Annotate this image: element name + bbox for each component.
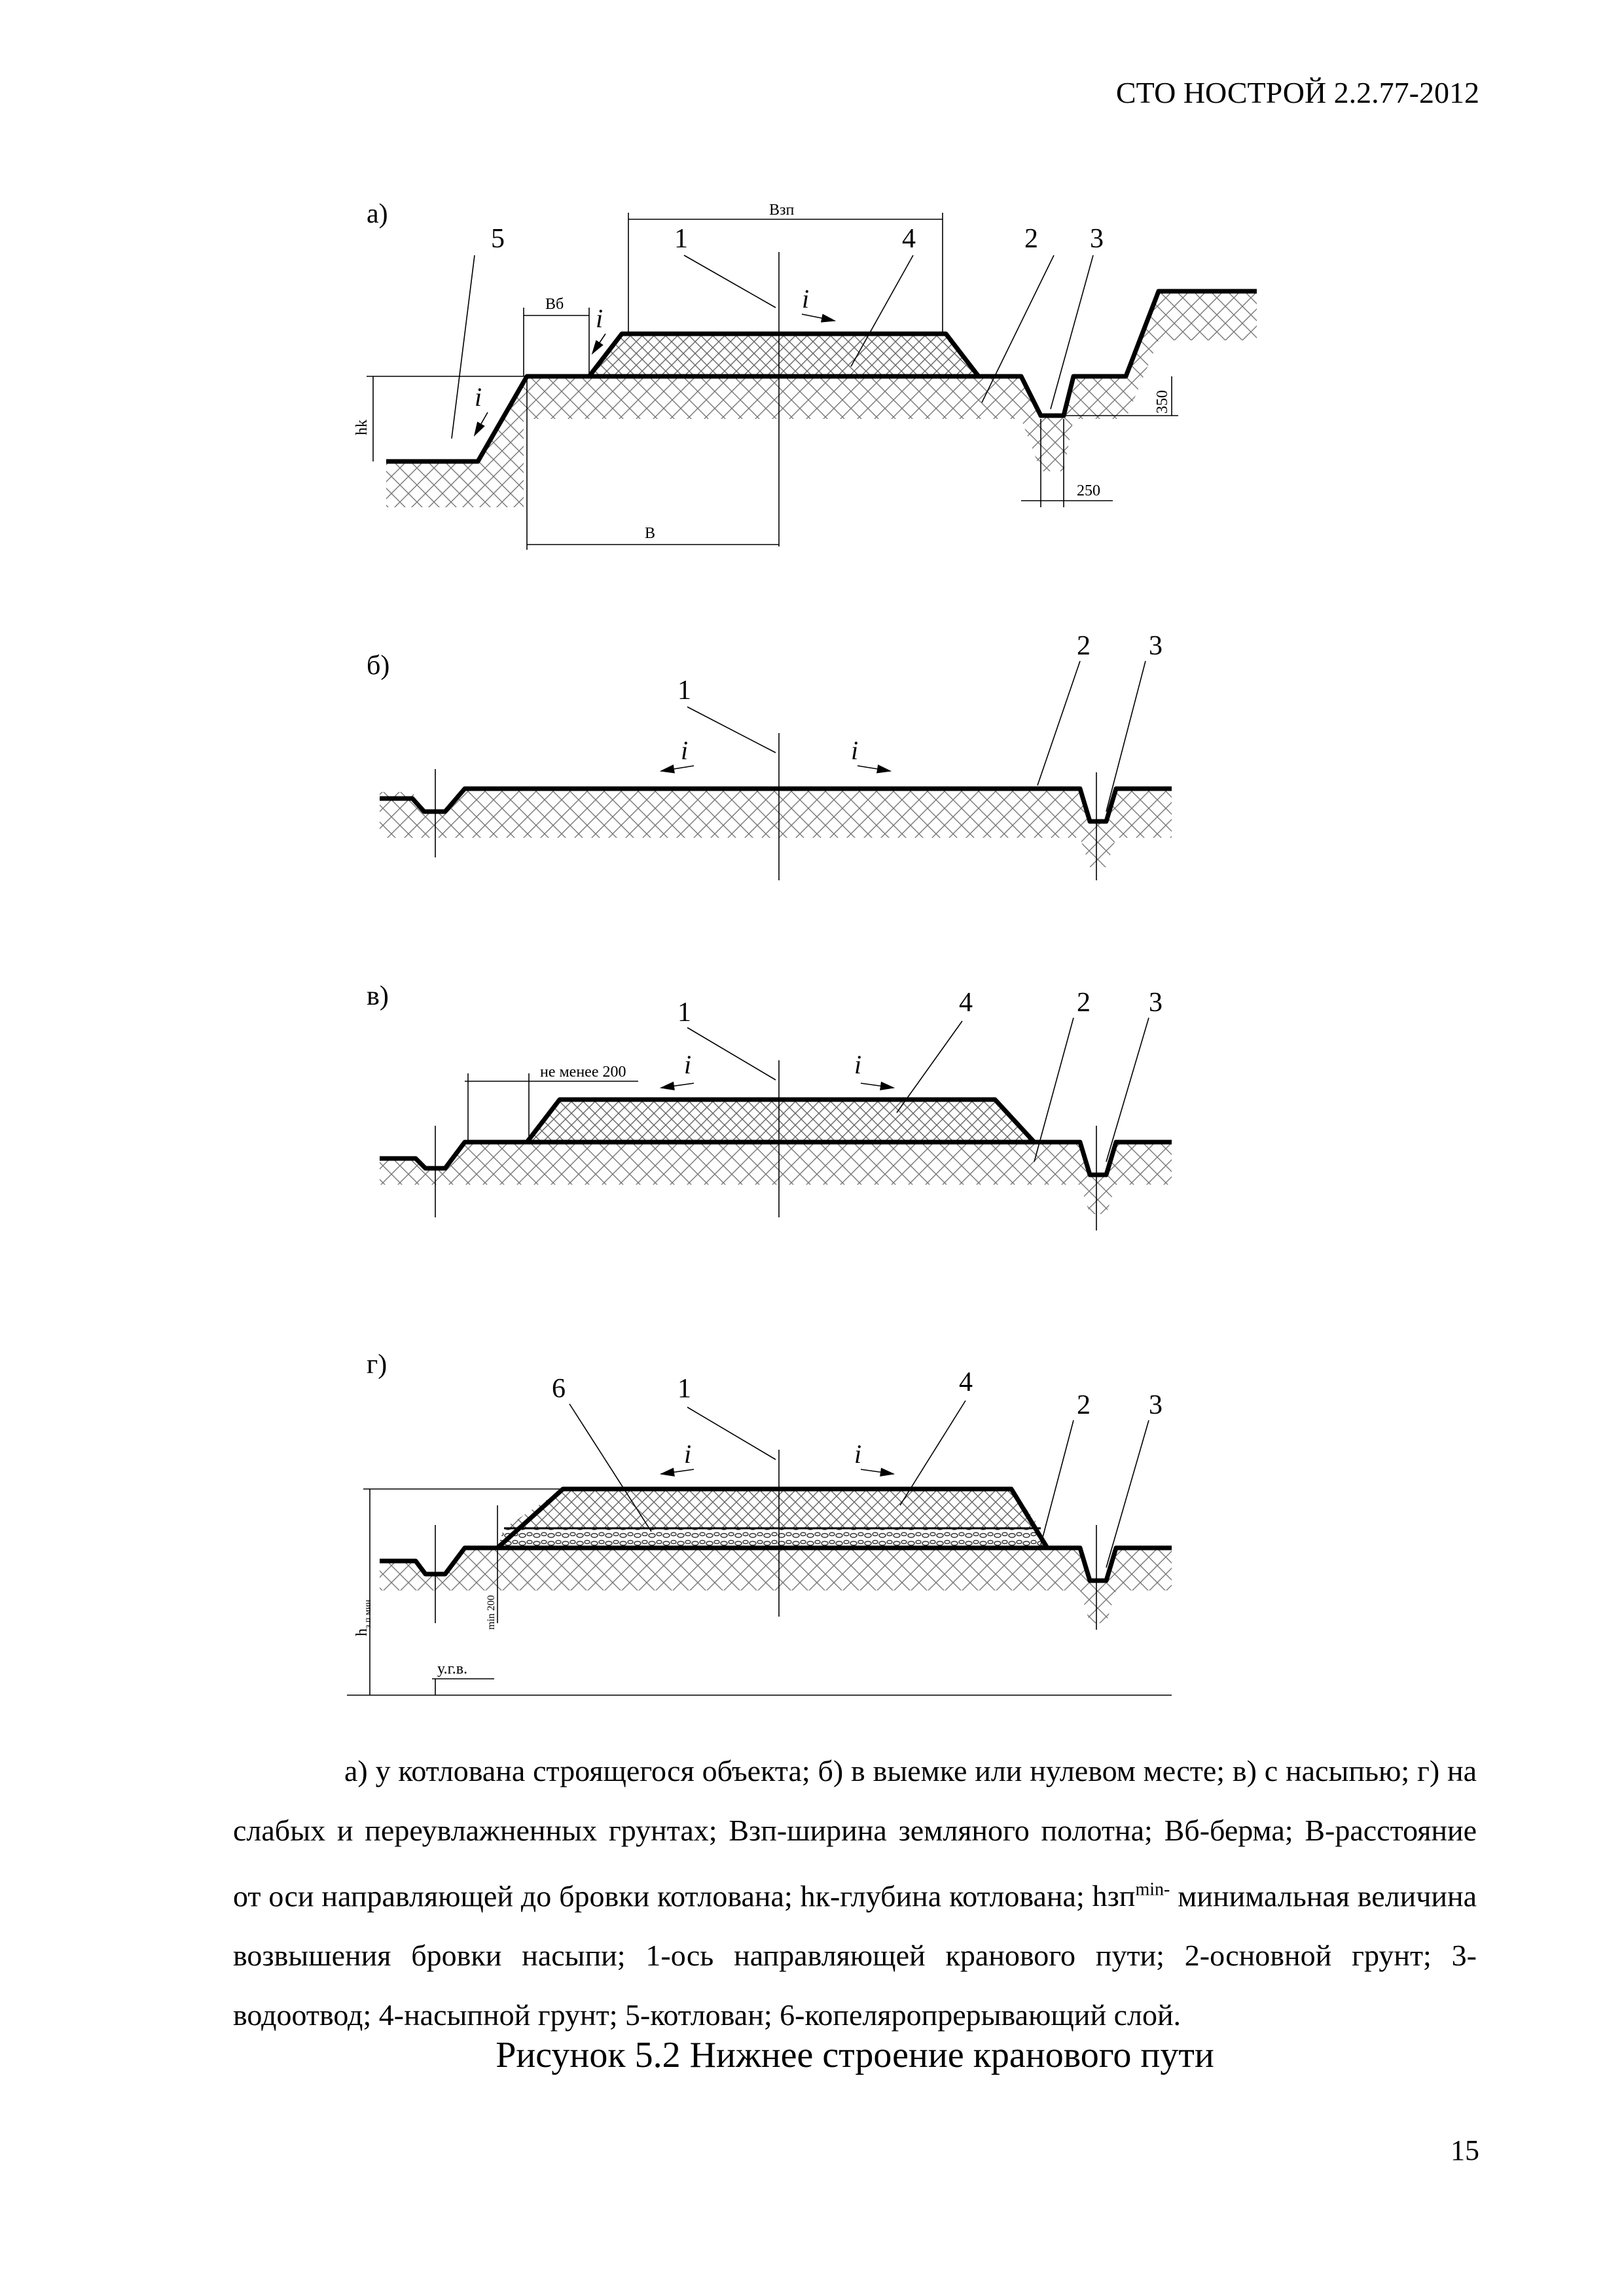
fill-soil-hatch bbox=[589, 334, 979, 376]
figure-title: Рисунок 5.2 Нижнее строение кранового пути bbox=[496, 2035, 1214, 2075]
caption-text: минимальная величина возвышения бровки насыпи; 1-ось направляющей кранового пути; 2-основной грунт; 3-водоотвод; 4-насыпной грунт; 5-котлован; 6-копеляропрерывающий слой. bbox=[233, 1879, 1477, 2032]
soil-hatch bbox=[380, 789, 1172, 867]
slope-i: i bbox=[684, 1439, 692, 1469]
slope-i: i bbox=[596, 304, 604, 333]
slope-i: i bbox=[851, 736, 859, 765]
soil-hatch bbox=[478, 291, 1257, 507]
panel-c-letter: в) bbox=[367, 981, 389, 1011]
page-number: 15 bbox=[1451, 2134, 1479, 2166]
panel-a-letter: а) bbox=[367, 199, 388, 229]
callout-5: 5 bbox=[491, 224, 505, 254]
slope-i: i bbox=[854, 1050, 862, 1079]
slope-i: i bbox=[802, 284, 810, 314]
callout-3: 3 bbox=[1090, 224, 1104, 254]
dim-350: 350 bbox=[1154, 390, 1171, 414]
panel-c bbox=[367, 981, 1172, 1230]
callout-4: 4 bbox=[959, 1367, 973, 1397]
slope-i: i bbox=[684, 1050, 692, 1079]
callout-4: 4 bbox=[902, 224, 916, 254]
panel-a bbox=[353, 199, 1257, 550]
caption-text: а) у котлована строящегося объекта; б) в выемке или нулевом месте; в) с насыпью; г) на слабых и переувлажненных грунтах; Взп-ширина земляного полотна; Вб-берма; В-расстояние от оси направляющей до бровки котлована; hк-глубина котлована; bbox=[233, 1754, 1477, 1913]
callout-1: 1 bbox=[677, 1374, 691, 1404]
dim-bzp: Взп bbox=[769, 202, 795, 219]
soil-hatch bbox=[380, 1142, 1172, 1214]
callout-3: 3 bbox=[1149, 1390, 1163, 1420]
slope-i: i bbox=[854, 1439, 862, 1469]
panel-b-letter: б) bbox=[367, 651, 390, 681]
figure-caption bbox=[233, 1741, 1477, 2045]
callout-2: 2 bbox=[1077, 1390, 1091, 1420]
dim-hzp: $h_{з.п мин}$ bbox=[353, 1600, 373, 1636]
callout-6: 6 bbox=[552, 1374, 566, 1404]
panel-d bbox=[347, 1350, 1172, 1695]
document-header: СТО НОСТРОЙ 2.2.77-2012 bbox=[1115, 76, 1479, 109]
slope-i: i bbox=[475, 382, 482, 412]
slope-i: i bbox=[681, 736, 689, 765]
dim-hk: hk bbox=[353, 420, 370, 435]
callout-1: 1 bbox=[674, 224, 688, 254]
callout-1: 1 bbox=[677, 997, 691, 1028]
dim-min200: не менее 200 bbox=[540, 1064, 626, 1081]
callout-2: 2 bbox=[1024, 224, 1038, 254]
fill-soil-hatch bbox=[504, 1489, 1041, 1528]
soil-hatch bbox=[380, 1548, 1172, 1623]
dim-bb: Вб bbox=[545, 296, 564, 313]
dim-min200: min 200 bbox=[486, 1595, 497, 1630]
capillary-layer bbox=[497, 1528, 1047, 1548]
callout-1: 1 bbox=[677, 675, 691, 706]
callout-2: 2 bbox=[1077, 988, 1091, 1018]
fill-soil-hatch bbox=[527, 1100, 1034, 1142]
groundwater-label: у.г.в. bbox=[437, 1660, 468, 1677]
panel-d-letter: г) bbox=[367, 1350, 388, 1380]
callout-4: 4 bbox=[959, 988, 973, 1018]
callout-3: 3 bbox=[1149, 631, 1163, 661]
callout-2: 2 bbox=[1077, 631, 1091, 661]
callout-3: 3 bbox=[1149, 988, 1163, 1018]
soil-hatch bbox=[386, 461, 478, 507]
dim-b: В bbox=[645, 525, 656, 542]
dim-250: 250 bbox=[1077, 482, 1100, 499]
caption-hzp: hзп$^{min-}$ bbox=[1092, 1879, 1170, 1913]
panel-b bbox=[367, 631, 1172, 880]
